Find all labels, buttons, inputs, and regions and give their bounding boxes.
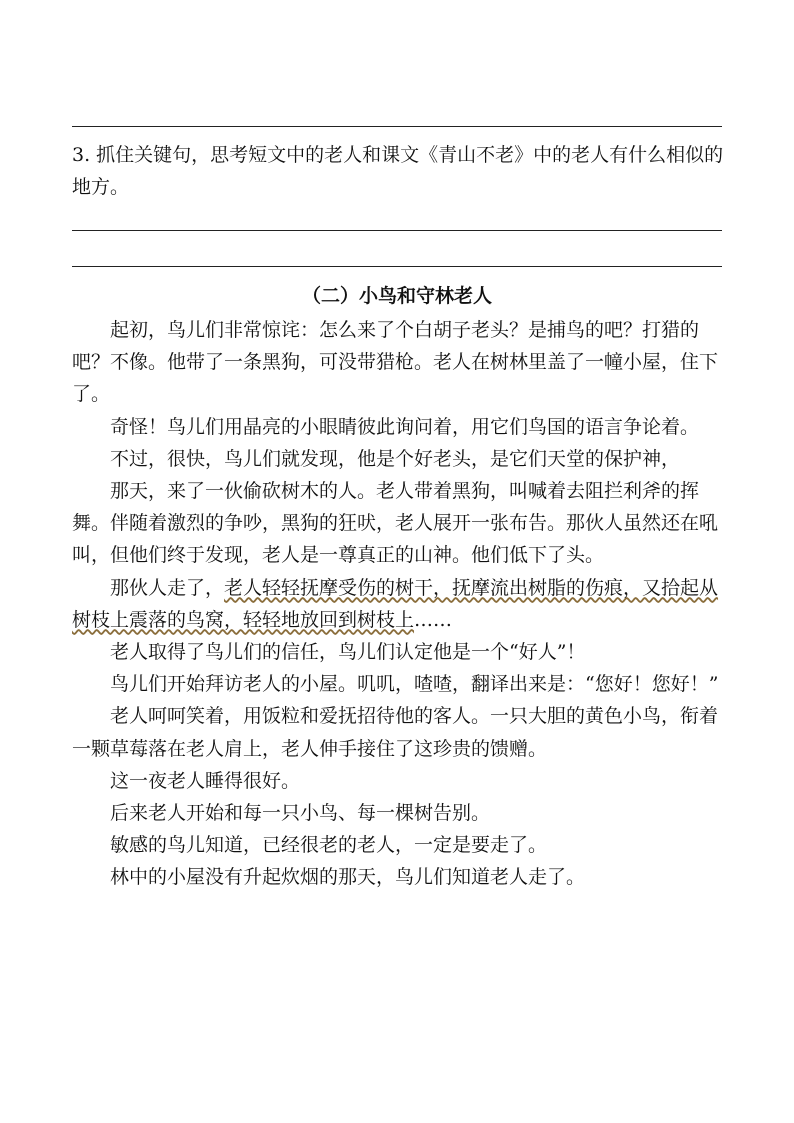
paragraph: 奇怪！鸟儿们用晶亮的小眼睛彼此询问着，用它们鸟国的语言争论着。 xyxy=(110,415,700,438)
underlined-key-sentence: 老人轻轻抚摩受伤的树干，抚摩流出树脂的伤痕，又拾起从树枝上震落的鸟窝，轻轻地放回到树枝上 xyxy=(72,576,719,631)
paragraph: 那天，来了一伙偷砍树木的人。老人带着黑狗，叫喊着去阻拦利斧的挥舞。伴随着激烈的争吵，黑狗的狂吠，老人展开一张布告。那伙人虽然还在吼叫，但他们终于发现，老人是一尊真正的山神。他们低下了头。 xyxy=(72,480,719,567)
paragraph: 林中的小屋没有升起炊烟的那天，鸟儿们知道老人走了。 xyxy=(110,866,586,889)
paragraph: 鸟儿们开始拜访老人的小屋。叽叽，喳喳，翻译出来是：“您好！您好！” xyxy=(110,673,719,696)
passage-body xyxy=(72,314,726,894)
answer-line-1 xyxy=(72,230,722,231)
paragraph: 起初，鸟儿们非常惊诧：怎么来了个白胡子老头？是捕鸟的吧？打猎的吧？不像。他带了一条黑狗，可没带猎枪。老人在树林里盖了一幢小屋，住下了。 xyxy=(72,319,719,406)
answer-line-2 xyxy=(72,266,722,267)
paragraph: 后来老人开始和每一只小鸟、每一棵树告别。 xyxy=(110,802,491,825)
paragraph: 不过，很快，鸟儿们就发现，他是个好老头，是它们天堂的保护神， xyxy=(110,447,681,470)
paragraph: 敏感的鸟儿知道，已经很老的老人，一定是要走了。 xyxy=(110,834,548,857)
paragraph: 老人取得了鸟儿们的信任，鸟儿们认定他是一个“好人”！ xyxy=(110,641,586,664)
question-3: 3. 抓住关键句，思考短文中的老人和课文《青山不老》中的老人有什么相似的地方。 xyxy=(72,144,724,198)
paragraph-with-underline xyxy=(72,572,726,636)
underline-prefix: 那伙人走了， xyxy=(110,576,225,599)
answer-line-top xyxy=(72,126,722,127)
underline-suffix: …… xyxy=(414,608,453,631)
paragraph: 这一夜老人睡得很好。 xyxy=(110,769,301,792)
paragraph: 老人呵呵笑着，用饭粒和爱抚招待他的客人。一只大胆的黄色小鸟，衔着一颗草莓落在老人肩上，老人伸手接住了这珍贵的馈赠。 xyxy=(72,705,719,760)
passage-title: （二）小鸟和守林老人 xyxy=(301,285,492,307)
